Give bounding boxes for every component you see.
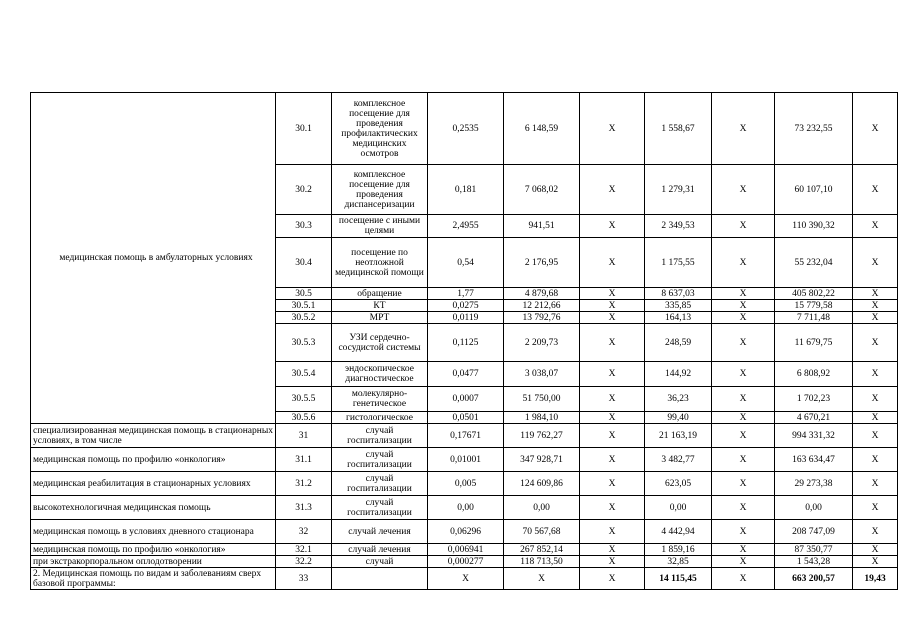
- x-cell: X: [580, 556, 645, 568]
- share-cell: X: [853, 387, 898, 412]
- unit-cell: случай лечения: [332, 520, 428, 544]
- cost-cell: 4 879,68: [504, 288, 580, 300]
- volume-cell: 0,006941: [428, 544, 504, 556]
- x-cell: X: [580, 412, 645, 424]
- x-cell: X: [580, 520, 645, 544]
- x-cell: X: [712, 300, 775, 312]
- per-capita-cell: 248,59: [645, 324, 712, 362]
- code-cell: 30.2: [276, 165, 332, 215]
- share-cell: X: [853, 520, 898, 544]
- row-name-cell: медицинская помощь в условиях дневного стационара: [31, 520, 276, 544]
- sum-cell: 6 808,92: [775, 362, 853, 387]
- sum-cell: 994 331,32: [775, 424, 853, 448]
- code-cell: 30.5.2: [276, 312, 332, 324]
- x-cell: X: [712, 312, 775, 324]
- per-capita-cell: 335,85: [645, 300, 712, 312]
- x-cell: X: [712, 496, 775, 520]
- volume-cell: 0,1125: [428, 324, 504, 362]
- x-cell: X: [580, 165, 645, 215]
- per-capita-cell: 32,85: [645, 556, 712, 568]
- sum-cell: 11 679,75: [775, 324, 853, 362]
- code-cell: 30.5: [276, 288, 332, 300]
- volume-cell: 0,00: [428, 496, 504, 520]
- share-cell: X: [853, 362, 898, 387]
- cost-cell: 12 212,66: [504, 300, 580, 312]
- code-cell: 32.1: [276, 544, 332, 556]
- sum-cell: 15 779,58: [775, 300, 853, 312]
- unit-cell: МРТ: [332, 312, 428, 324]
- x-cell: X: [580, 238, 645, 288]
- per-capita-cell: 1 558,67: [645, 93, 712, 165]
- code-cell: 31.2: [276, 472, 332, 496]
- share-cell: X: [853, 93, 898, 165]
- code-cell: 31.3: [276, 496, 332, 520]
- unit-cell: комплексное посещение для проведения диспансеризации: [332, 165, 428, 215]
- share-cell: X: [853, 544, 898, 556]
- share-cell: X: [853, 288, 898, 300]
- x-cell: X: [712, 324, 775, 362]
- volume-cell: 0,000277: [428, 556, 504, 568]
- table-row: [31, 544, 898, 556]
- x-cell: X: [580, 215, 645, 238]
- x-cell: X: [580, 312, 645, 324]
- row-name-cell: медицинская помощь по профилю «онкология»: [31, 448, 276, 472]
- sum-cell: 0,00: [775, 496, 853, 520]
- share-cell: X: [853, 300, 898, 312]
- x-cell: X: [712, 520, 775, 544]
- x-cell: X: [580, 496, 645, 520]
- per-capita-cell: 2 349,53: [645, 215, 712, 238]
- unit-cell: случай лечения: [332, 544, 428, 556]
- per-capita-cell: 164,13: [645, 312, 712, 324]
- cost-cell: 6 148,59: [504, 93, 580, 165]
- share-cell: X: [853, 556, 898, 568]
- unit-cell: молекулярно-генетическое: [332, 387, 428, 412]
- volume-cell: 0,0501: [428, 412, 504, 424]
- sum-cell: 60 107,10: [775, 165, 853, 215]
- share-cell: X: [853, 448, 898, 472]
- table-row: [31, 496, 898, 520]
- cost-cell: 267 852,14: [504, 544, 580, 556]
- share-cell: X: [853, 238, 898, 288]
- x-cell: X: [580, 362, 645, 387]
- sum-cell: 4 670,21: [775, 412, 853, 424]
- x-cell: X: [712, 472, 775, 496]
- unit-cell: посещение по неотложной медицинской помощи: [332, 238, 428, 288]
- x-cell: X: [580, 544, 645, 556]
- volume-cell: 0,17671: [428, 424, 504, 448]
- row-name-cell: 2. Медицинская помощь по видам и заболеваниям сверх базовой программы:: [31, 568, 276, 590]
- volume-cell: 0,06296: [428, 520, 504, 544]
- code-cell: 30.5.1: [276, 300, 332, 312]
- cost-cell: 3 038,07: [504, 362, 580, 387]
- sum-cell: 29 273,38: [775, 472, 853, 496]
- code-cell: 30.5.5: [276, 387, 332, 412]
- per-capita-cell: 623,05: [645, 472, 712, 496]
- x-cell: X: [580, 324, 645, 362]
- per-capita-cell: 1 859,16: [645, 544, 712, 556]
- share-cell: X: [853, 472, 898, 496]
- per-capita-cell: 99,40: [645, 412, 712, 424]
- cost-cell: 1 984,10: [504, 412, 580, 424]
- cost-cell: 124 609,86: [504, 472, 580, 496]
- table-body: [31, 93, 898, 590]
- unit-cell: посещение с иными целями: [332, 215, 428, 238]
- x-cell: X: [712, 568, 775, 590]
- code-cell: 31.1: [276, 448, 332, 472]
- x-cell: X: [712, 544, 775, 556]
- x-cell: X: [580, 448, 645, 472]
- cost-cell: 51 750,00: [504, 387, 580, 412]
- sum-cell: 208 747,09: [775, 520, 853, 544]
- per-capita-cell: 1 175,55: [645, 238, 712, 288]
- cost-cell: 2 209,73: [504, 324, 580, 362]
- table-row: [31, 472, 898, 496]
- volume-cell: 0,0275: [428, 300, 504, 312]
- row-name-cell: медицинская реабилитация в стационарных условиях: [31, 472, 276, 496]
- code-cell: 30.1: [276, 93, 332, 165]
- x-cell: X: [580, 568, 645, 590]
- unit-cell: случай госпитализации: [332, 448, 428, 472]
- code-cell: 31: [276, 424, 332, 448]
- code-cell: 32.2: [276, 556, 332, 568]
- sum-cell: 1 543,28: [775, 556, 853, 568]
- cost-cell: 118 713,50: [504, 556, 580, 568]
- unit-cell: гистологическое: [332, 412, 428, 424]
- volume-cell: 0,0007: [428, 387, 504, 412]
- x-cell: X: [712, 288, 775, 300]
- unit-cell: [332, 568, 428, 590]
- code-cell: 30.4: [276, 238, 332, 288]
- per-capita-cell: 14 115,45: [645, 568, 712, 590]
- sum-cell: 73 232,55: [775, 93, 853, 165]
- share-cell: X: [853, 165, 898, 215]
- x-cell: X: [712, 215, 775, 238]
- volume-cell: 0,0119: [428, 312, 504, 324]
- x-cell: X: [580, 472, 645, 496]
- share-cell: X: [853, 324, 898, 362]
- cost-cell: 941,51: [504, 215, 580, 238]
- volume-cell: 1,77: [428, 288, 504, 300]
- share-cell: X: [853, 424, 898, 448]
- unit-cell: случай: [332, 556, 428, 568]
- volume-cell: 0,181: [428, 165, 504, 215]
- cost-cell: 2 176,95: [504, 238, 580, 288]
- cost-cell: 70 567,68: [504, 520, 580, 544]
- sum-cell: 163 634,47: [775, 448, 853, 472]
- x-cell: X: [712, 424, 775, 448]
- table-row: [31, 556, 898, 568]
- per-capita-cell: 21 163,19: [645, 424, 712, 448]
- volume-cell: 0,2535: [428, 93, 504, 165]
- x-cell: X: [712, 362, 775, 387]
- row-name-cell: при экстракорпоральном оплодотворении: [31, 556, 276, 568]
- volume-cell: 0,01001: [428, 448, 504, 472]
- volume-cell: 0,005: [428, 472, 504, 496]
- sum-cell: 405 802,22: [775, 288, 853, 300]
- x-cell: X: [712, 556, 775, 568]
- unit-cell: обращение: [332, 288, 428, 300]
- table-row: [31, 424, 898, 448]
- x-cell: X: [580, 424, 645, 448]
- per-capita-cell: 8 637,03: [645, 288, 712, 300]
- share-cell: X: [853, 412, 898, 424]
- x-cell: X: [712, 238, 775, 288]
- sum-cell: 55 232,04: [775, 238, 853, 288]
- per-capita-cell: 4 442,94: [645, 520, 712, 544]
- table-row: [31, 520, 898, 544]
- unit-cell: УЗИ сердечно-сосудистой системы: [332, 324, 428, 362]
- volume-cell: 0,0477: [428, 362, 504, 387]
- row-name-cell: медицинская помощь по профилю «онкология»: [31, 544, 276, 556]
- cost-cell: 347 928,71: [504, 448, 580, 472]
- x-cell: X: [712, 412, 775, 424]
- unit-cell: случай госпитализации: [332, 424, 428, 448]
- section-name-cell: медицинская помощь в амбулаторных условиях: [31, 93, 276, 424]
- x-cell: X: [580, 93, 645, 165]
- code-cell: 30.5.3: [276, 324, 332, 362]
- code-cell: 30.3: [276, 215, 332, 238]
- sum-cell: 87 350,77: [775, 544, 853, 556]
- cost-cell: X: [504, 568, 580, 590]
- volume-cell: X: [428, 568, 504, 590]
- x-cell: X: [580, 288, 645, 300]
- x-cell: X: [712, 387, 775, 412]
- x-cell: X: [712, 93, 775, 165]
- share-cell: X: [853, 312, 898, 324]
- x-cell: X: [712, 165, 775, 215]
- share-cell: X: [853, 215, 898, 238]
- unit-cell: комплексное посещение для проведения профилактических медицинских осмотров: [332, 93, 428, 165]
- sum-cell: 110 390,32: [775, 215, 853, 238]
- cost-cell: 7 068,02: [504, 165, 580, 215]
- code-cell: 30.5.6: [276, 412, 332, 424]
- row-name-cell: высокотехнологичная медицинская помощь: [31, 496, 276, 520]
- per-capita-cell: 1 279,31: [645, 165, 712, 215]
- tariff-table: [30, 92, 898, 590]
- code-cell: 30.5.4: [276, 362, 332, 387]
- x-cell: X: [580, 387, 645, 412]
- unit-cell: эндоскопическое диагностическое: [332, 362, 428, 387]
- unit-cell: случай госпитализации: [332, 496, 428, 520]
- per-capita-cell: 144,92: [645, 362, 712, 387]
- sum-cell: 663 200,57: [775, 568, 853, 590]
- code-cell: 33: [276, 568, 332, 590]
- x-cell: X: [712, 448, 775, 472]
- cost-cell: 13 792,76: [504, 312, 580, 324]
- per-capita-cell: 36,23: [645, 387, 712, 412]
- share-cell: 19,43: [853, 568, 898, 590]
- volume-cell: 0,54: [428, 238, 504, 288]
- per-capita-cell: 3 482,77: [645, 448, 712, 472]
- unit-cell: КТ: [332, 300, 428, 312]
- volume-cell: 2,4955: [428, 215, 504, 238]
- total-row: [31, 568, 898, 590]
- sum-cell: 7 711,48: [775, 312, 853, 324]
- per-capita-cell: 0,00: [645, 496, 712, 520]
- sum-cell: 1 702,23: [775, 387, 853, 412]
- table-row: [31, 448, 898, 472]
- code-cell: 32: [276, 520, 332, 544]
- table-row: [31, 93, 898, 165]
- cost-cell: 119 762,27: [504, 424, 580, 448]
- x-cell: X: [580, 300, 645, 312]
- cost-cell: 0,00: [504, 496, 580, 520]
- unit-cell: случай госпитализации: [332, 472, 428, 496]
- share-cell: X: [853, 496, 898, 520]
- row-name-cell: специализированная медицинская помощь в стационарных условиях, в том числе: [31, 424, 276, 448]
